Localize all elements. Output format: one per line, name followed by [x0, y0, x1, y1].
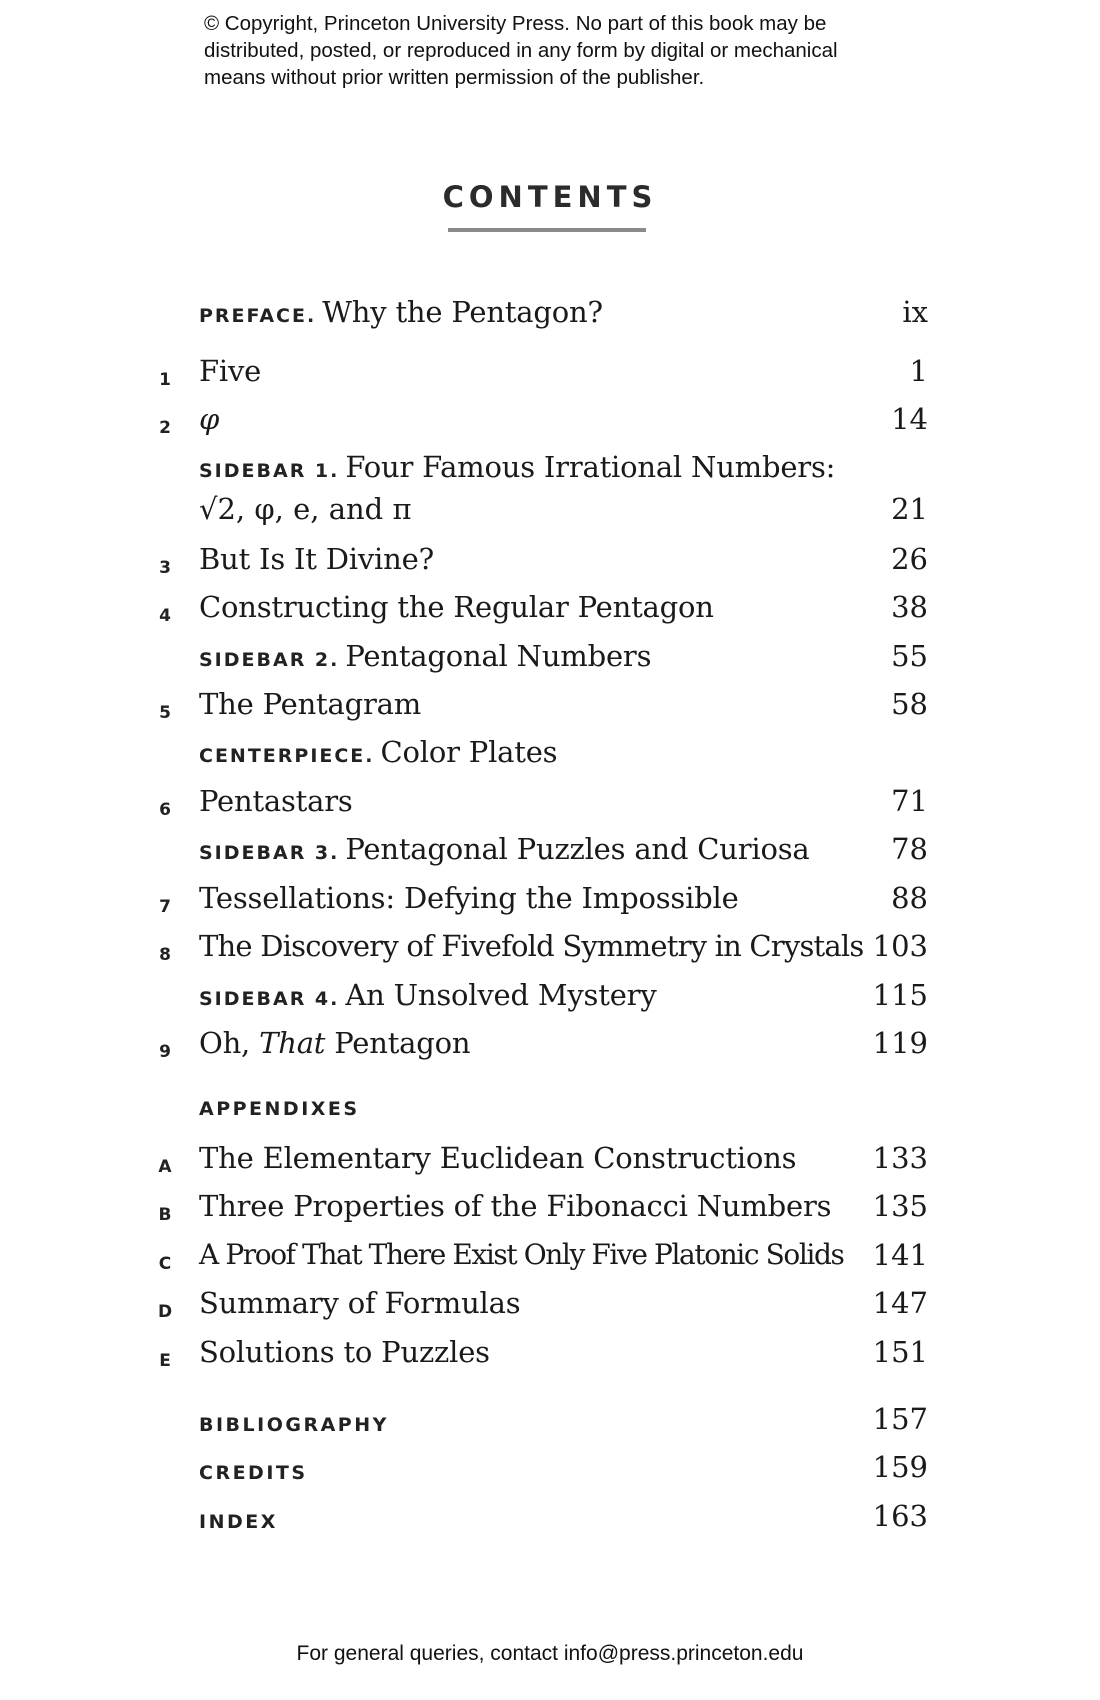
toc-entry-appendix[interactable] — [0, 1139, 1100, 1187]
toc-entry-chapter[interactable] — [0, 879, 1100, 927]
entry-title: A Proof That There Exist Only Five Platonic Solids — [199, 1238, 844, 1271]
entry-title-line2: √2, φ, e, and π — [199, 492, 412, 526]
toc-entry-chapter[interactable] — [0, 400, 1100, 448]
chapter-number: 1 — [159, 370, 171, 390]
toc-entry-chapter[interactable] — [0, 927, 1100, 975]
entry-page: 14 — [891, 402, 928, 436]
footer-contact: For general queries, contact info@press.princeton.edu — [296, 1642, 804, 1665]
entry-page: 119 — [872, 1026, 928, 1060]
toc-entry-appendix[interactable] — [0, 1236, 1100, 1284]
entry-title: Pentastars — [199, 784, 353, 818]
entry-title: Summary of Formulas — [199, 1286, 521, 1320]
entry-title: Solutions to Puzzles — [199, 1335, 490, 1369]
entry-label: INDEX — [199, 1511, 278, 1533]
chapter-number: 4 — [159, 606, 171, 626]
chapter-number: 6 — [159, 800, 171, 820]
entry-page: 103 — [872, 929, 928, 963]
entry-page: 21 — [891, 492, 928, 526]
chapter-number: 3 — [159, 558, 171, 578]
entry-label: SIDEBAR 3. — [199, 842, 340, 864]
chapter-number: 2 — [159, 418, 171, 438]
chapter-number: 7 — [159, 897, 171, 917]
entry-page: 58 — [891, 687, 928, 721]
entry-page: 163 — [872, 1499, 928, 1533]
appendix-letter: A — [158, 1157, 172, 1177]
appendix-letter: B — [158, 1205, 172, 1225]
entry-label: CREDITS — [199, 1462, 308, 1484]
toc-entry-appendix[interactable] — [0, 1187, 1100, 1235]
entry-title: The Pentagram — [199, 687, 422, 721]
entry-title: Tessellations: Defying the Impossible — [199, 881, 739, 915]
entry-page: 133 — [872, 1141, 928, 1175]
entry-title: The Elementary Euclidean Constructions — [199, 1141, 797, 1175]
copyright-line: means without prior written permission of the publisher. — [204, 66, 705, 89]
entry-title-part: Pentagon — [325, 1026, 471, 1060]
appendixes-heading: APPENDIXES — [199, 1098, 360, 1120]
entry-title: Five — [199, 354, 262, 388]
entry-page: 157 — [872, 1402, 928, 1436]
entry-title: Pentagonal Puzzles and Curiosa — [345, 832, 810, 866]
entry-label: SIDEBAR 2. — [199, 649, 340, 671]
entry-label: PREFACE. — [199, 305, 317, 327]
toc-entry-sidebar[interactable] — [0, 830, 1100, 878]
toc-entry-preface[interactable] — [0, 293, 1100, 341]
entry-title-part: Oh, — [199, 1026, 260, 1060]
toc-entry-chapter[interactable] — [0, 352, 1100, 400]
toc-entry-bibliography[interactable] — [0, 1400, 1100, 1448]
toc-entry-chapter[interactable] — [0, 1024, 1100, 1072]
appendix-letter: C — [158, 1254, 172, 1274]
entry-text — [199, 450, 835, 484]
entry-page: 141 — [872, 1238, 928, 1272]
entry-title: Pentagonal Numbers — [345, 639, 652, 673]
entry-page: 78 — [891, 832, 928, 866]
toc-entry-chapter[interactable] — [0, 588, 1100, 636]
toc-entry-chapter[interactable] — [0, 685, 1100, 733]
toc-entry-chapter[interactable] — [0, 540, 1100, 588]
toc-entry-appendix[interactable] — [0, 1333, 1100, 1381]
appendix-letter: E — [159, 1351, 171, 1371]
entry-title-emphasis: That — [259, 1026, 326, 1060]
entry-title: The Discovery of Fivefold Symmetry in Crystals — [199, 929, 864, 963]
chapter-number: 9 — [159, 1042, 171, 1062]
entry-page: 1 — [909, 354, 928, 388]
entry-label: CENTERPIECE. — [199, 745, 375, 767]
title-underline — [448, 228, 646, 232]
entry-title: Four Famous Irrational Numbers: — [345, 450, 836, 484]
toc-entry-sidebar[interactable] — [0, 637, 1100, 685]
entry-page: 26 — [891, 542, 928, 576]
toc-entry-centerpiece[interactable] — [0, 733, 1100, 781]
entry-page: 55 — [891, 639, 928, 673]
entry-title: Why the Pentagon? — [322, 295, 603, 329]
entry-title: φ — [199, 402, 220, 436]
entry-text — [199, 832, 810, 866]
chapter-number: 5 — [159, 703, 171, 723]
entry-title: Constructing the Regular Pentagon — [199, 590, 714, 624]
entry-title — [199, 1026, 470, 1060]
chapter-number: 8 — [159, 945, 171, 965]
entry-label: BIBLIOGRAPHY — [199, 1414, 389, 1436]
entry-label: SIDEBAR 4. — [199, 988, 340, 1010]
entry-title: But Is It Divine? — [199, 542, 434, 576]
entry-page: 151 — [872, 1335, 928, 1369]
toc-entry-chapter[interactable] — [0, 782, 1100, 830]
entry-page: 38 — [891, 590, 928, 624]
entry-page: 88 — [891, 881, 928, 915]
copyright-notice — [204, 10, 924, 91]
copyright-line: © Copyright, Princeton University Press. No part of this book may be — [204, 12, 827, 35]
entry-text — [199, 978, 657, 1012]
entry-label: SIDEBAR 1. — [199, 460, 340, 482]
entry-page: ix — [902, 295, 928, 329]
entry-title: Three Properties of the Fibonacci Numbers — [199, 1189, 832, 1223]
entry-text — [199, 639, 651, 673]
entry-page: 159 — [872, 1450, 928, 1484]
entry-title: Color Plates — [380, 735, 558, 769]
toc-entry-sidebar[interactable] — [0, 976, 1100, 1024]
toc-entry-credits[interactable] — [0, 1448, 1100, 1496]
page-title: CONTENTS — [442, 180, 658, 214]
entry-title: An Unsolved Mystery — [345, 978, 657, 1012]
entry-text — [199, 295, 603, 329]
entry-page: 135 — [872, 1189, 928, 1223]
toc-entry-sidebar[interactable] — [0, 448, 1100, 540]
entry-page: 71 — [891, 784, 928, 818]
appendix-letter: D — [157, 1302, 173, 1322]
entry-page: 147 — [872, 1286, 928, 1320]
copyright-line: distributed, posted, or reproduced in any form by digital or mechanical — [204, 39, 838, 62]
toc-entry-appendix[interactable] — [0, 1284, 1100, 1332]
entry-text — [199, 735, 557, 769]
toc-entry-index[interactable] — [0, 1497, 1100, 1545]
entry-page: 115 — [872, 978, 928, 1012]
